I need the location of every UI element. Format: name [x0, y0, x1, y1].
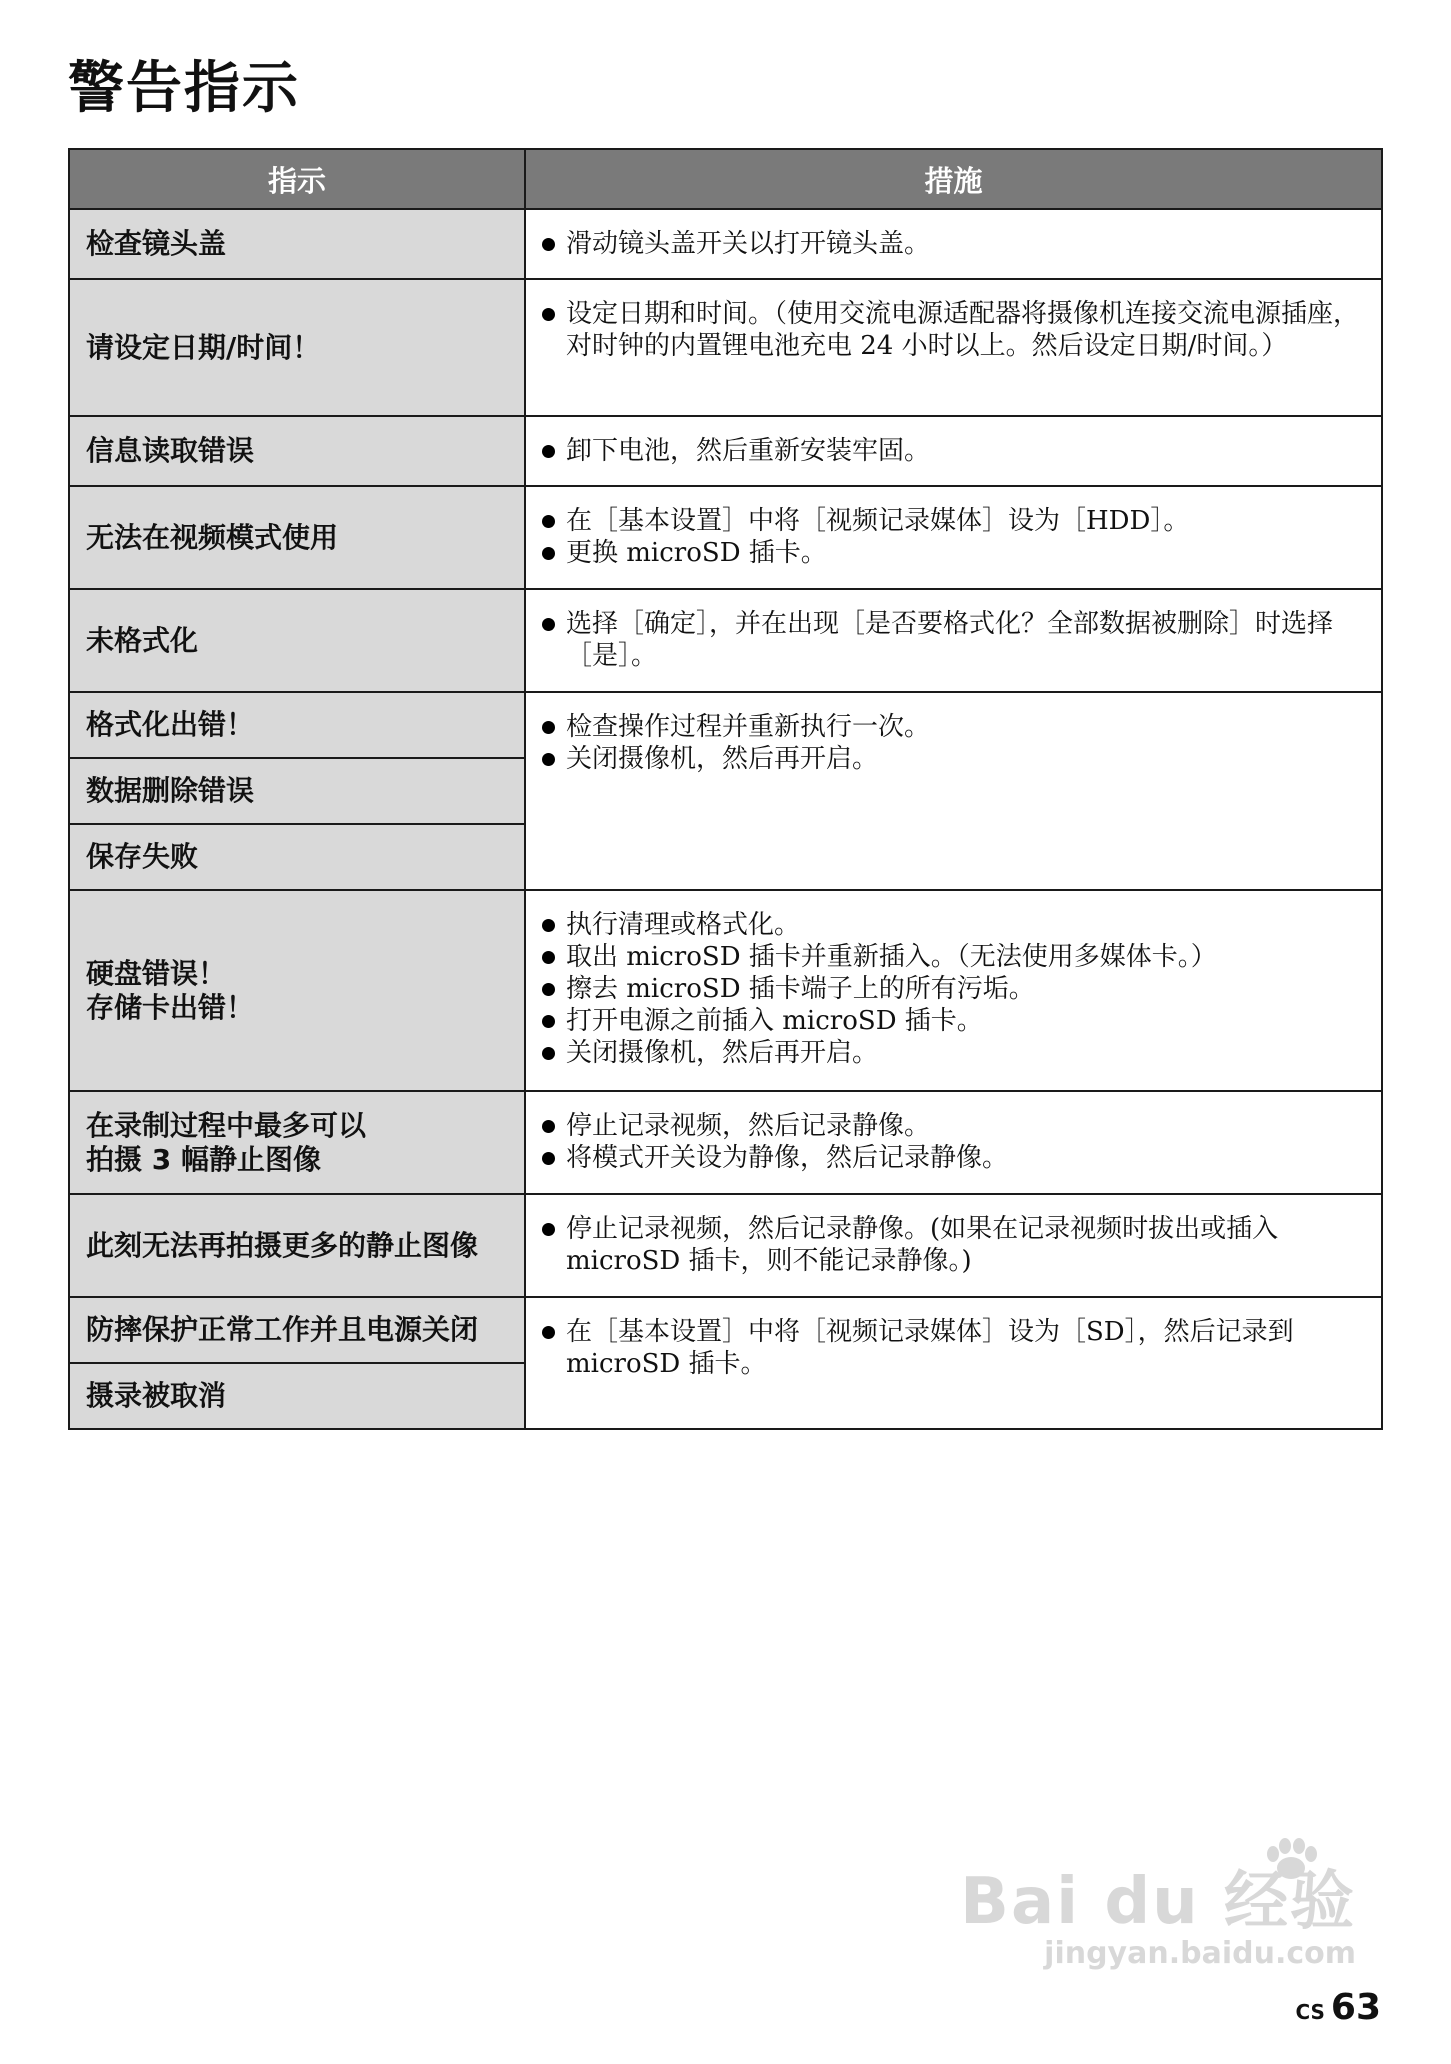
action-item: 检查操作过程并重新执行一次。 — [540, 711, 1367, 743]
indication-cell — [69, 890, 525, 1091]
action-item: 打开电源之前插入 microSD 插卡。 — [540, 1005, 1367, 1037]
page-number-value: 63 — [1330, 1987, 1381, 2028]
action-cell — [525, 692, 1382, 890]
table-header-row — [69, 149, 1382, 209]
indication-cell: 未格式化 — [69, 589, 525, 692]
action-item: 将模式开关设为静像，然后记录静像。 — [540, 1142, 1367, 1174]
action-cell — [525, 279, 1382, 416]
indication-cell: 摄录被取消 — [69, 1363, 525, 1429]
action-item: 停止记录视频，然后记录静像。 — [540, 1110, 1367, 1142]
indication-line: 在录制过程中最多可以 — [86, 1108, 367, 1142]
table-row — [69, 692, 1382, 758]
indication-cell: 防摔保护正常工作并且电源关闭 — [69, 1297, 525, 1363]
action-cell — [525, 1091, 1382, 1194]
table-row — [69, 1297, 1382, 1363]
action-item: 取出 microSD 插卡并重新插入。（无法使用多媒体卡。） — [540, 941, 1367, 973]
indication-cell: 数据删除错误 — [69, 758, 525, 824]
action-item: 执行清理或格式化。 — [540, 909, 1367, 941]
language-code: CS — [1295, 2000, 1325, 2024]
action-item: 设定日期和时间。（使用交流电源适配器将摄像机连接交流电源插座，对时钟的内置锂电池充电 24 小时以上。然后设定日期/时间。） — [540, 298, 1367, 362]
action-cell — [525, 486, 1382, 589]
action-item: 更换 microSD 插卡。 — [540, 537, 1367, 569]
action-item: 关闭摄像机，然后再开启。 — [540, 743, 1367, 775]
page-number — [1295, 1987, 1381, 2028]
action-cell — [525, 890, 1382, 1091]
indication-cell: 检查镜头盖 — [69, 209, 525, 279]
table-row — [69, 279, 1382, 416]
action-item: 卸下电池，然后重新安装牢固。 — [540, 435, 1367, 467]
action-item: 关闭摄像机，然后再开启。 — [540, 1037, 1367, 1069]
indication-cell: 信息读取错误 — [69, 416, 525, 486]
page-title: 警告指示 — [68, 56, 300, 121]
indication-cell: 格式化出错！ — [69, 692, 525, 758]
watermark-main: Bai du 经验 — [960, 1865, 1356, 1939]
action-item: 在［基本设置］中将［视频记录媒体］设为［HDD］。 — [540, 505, 1367, 537]
indication-line: 拍摄 3 幅静止图像 — [86, 1142, 321, 1176]
indication-line: 存储卡出错！ — [86, 990, 255, 1024]
action-cell — [525, 209, 1382, 279]
table-row — [69, 209, 1382, 279]
table-row — [69, 890, 1382, 1091]
action-item: 擦去 microSD 插卡端子上的所有污垢。 — [540, 973, 1367, 1005]
action-cell — [525, 1194, 1382, 1297]
indication-cell: 此刻无法再拍摄更多的静止图像 — [69, 1194, 525, 1297]
table-row — [69, 589, 1382, 692]
action-cell — [525, 589, 1382, 692]
action-cell — [525, 416, 1382, 486]
table-row — [69, 486, 1382, 589]
action-item: 停止记录视频，然后记录静像。(如果在记录视频时拔出或插入 microSD 插卡，则不能记录静像。) — [540, 1213, 1367, 1277]
indication-cell — [69, 1091, 525, 1194]
indication-cell: 请设定日期/时间！ — [69, 279, 525, 416]
action-item: 在［基本设置］中将［视频记录媒体］设为［SD］，然后记录到 microSD 插卡。 — [540, 1316, 1367, 1380]
warning-table — [68, 148, 1383, 1430]
watermark-url: jingyan.baidu.com — [1044, 1936, 1356, 1971]
header-indication: 指示 — [69, 149, 525, 209]
action-item: 选择［确定］，并在出现［是否要格式化？全部数据被删除］时选择［是］。 — [540, 608, 1367, 672]
table-row — [69, 1091, 1382, 1194]
watermark — [960, 1850, 1356, 1971]
indication-line: 硬盘错误！ — [86, 956, 227, 990]
table-row — [69, 416, 1382, 486]
action-item: 滑动镜头盖开关以打开镜头盖。 — [540, 228, 1367, 260]
action-cell — [525, 1297, 1382, 1429]
indication-cell: 保存失败 — [69, 824, 525, 890]
table-row — [69, 1194, 1382, 1297]
indication-cell: 无法在视频模式使用 — [69, 486, 525, 589]
header-action: 措施 — [525, 149, 1382, 209]
